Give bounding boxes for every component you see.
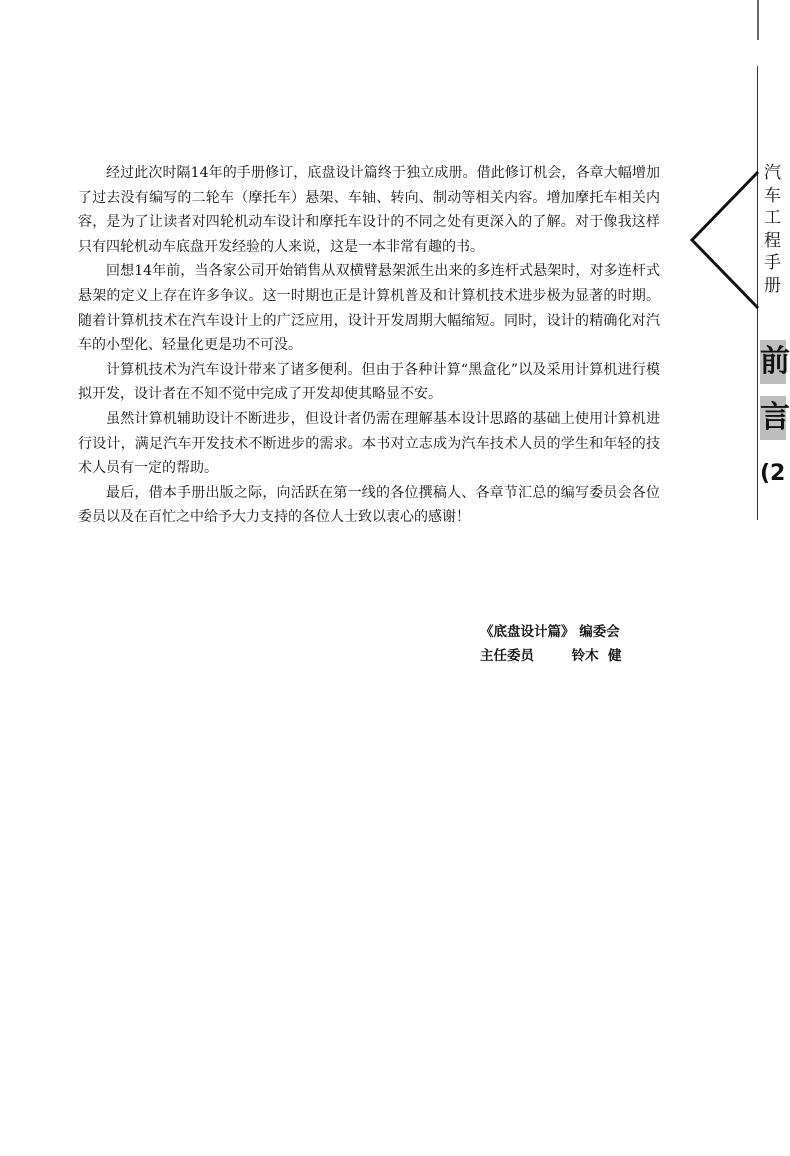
- series-char: 工: [764, 208, 781, 228]
- chapter-number: (2: [760, 461, 786, 486]
- series-char: 车: [764, 185, 781, 206]
- paragraph: 计算机技术为汽车设计带来了诸多便利。但由于各种计算“黑盒化”以及采用计算机进行模拟开发，设计者在不知不觉中完成了开发却使其略显不安。: [78, 361, 660, 403]
- top-margin-rule: [757, 0, 759, 40]
- paragraph: 虽然计算机辅助设计不断进步，但设计者仍需在理解基本设计思路的基础上使用计算机进行设计，满足汽车开发技术不断进步的需求。本书对立志成为汽车技术人员的学生和年轻的技术人员有一定的帮助。: [78, 410, 660, 477]
- series-char: 程: [764, 230, 781, 251]
- paragraph: 经过此次时隔14年的手册修订，底盘设计篇终于独立成册。借此修订机会，各章大幅增加了过去没有编写的二轮车（摩托车）悬架、车轴、转向、制动等相关内容。增加摩托车相关内容，是为了让读者对四轮机动车设计和摩托车设计的不同之处有更深入的了解。对于像我这样只有四轮机动车底盘开发经验的人来说，这是一本非常有趣的书。: [78, 165, 660, 255]
- paragraph: 回想14年前，当各家公司开始销售从双横臂悬架派生出来的多连杆式悬架时，对多连杆式悬架的定义上存在许多争议。这一时期也正是计算机普及和计算机技术进步极为显著的时期。随着计算机技术在汽车设计上的广泛应用，设计开发周期大幅缩短。同时，设计的精确化对汽车的小型化、轻量化更是功不可没。: [78, 263, 660, 354]
- chapter-label: [760, 340, 790, 508]
- chapter-char: 前: [760, 340, 786, 384]
- chapter-char: 言: [760, 396, 786, 440]
- signatory-name: 铃木 健: [571, 648, 622, 664]
- signatory-role: 主任委员: [480, 648, 534, 664]
- series-title: [764, 162, 786, 297]
- series-char: 手: [764, 253, 781, 273]
- signatory: [480, 644, 622, 668]
- preface-body: [78, 161, 660, 530]
- series-char: 册: [764, 275, 781, 296]
- committee-name: 《底盘设计篇》 编委会: [480, 624, 620, 640]
- signature-block: [480, 620, 622, 668]
- paragraph: 最后，借本手册出版之际，向活跃在第一线的各位撰稿人、各章节汇总的编写委员会各位委员以及在百忙之中给予大力支持的各位人士致以衷心的感谢！: [78, 484, 660, 526]
- series-char: 汽: [764, 163, 781, 183]
- chevron-icon: [688, 170, 758, 310]
